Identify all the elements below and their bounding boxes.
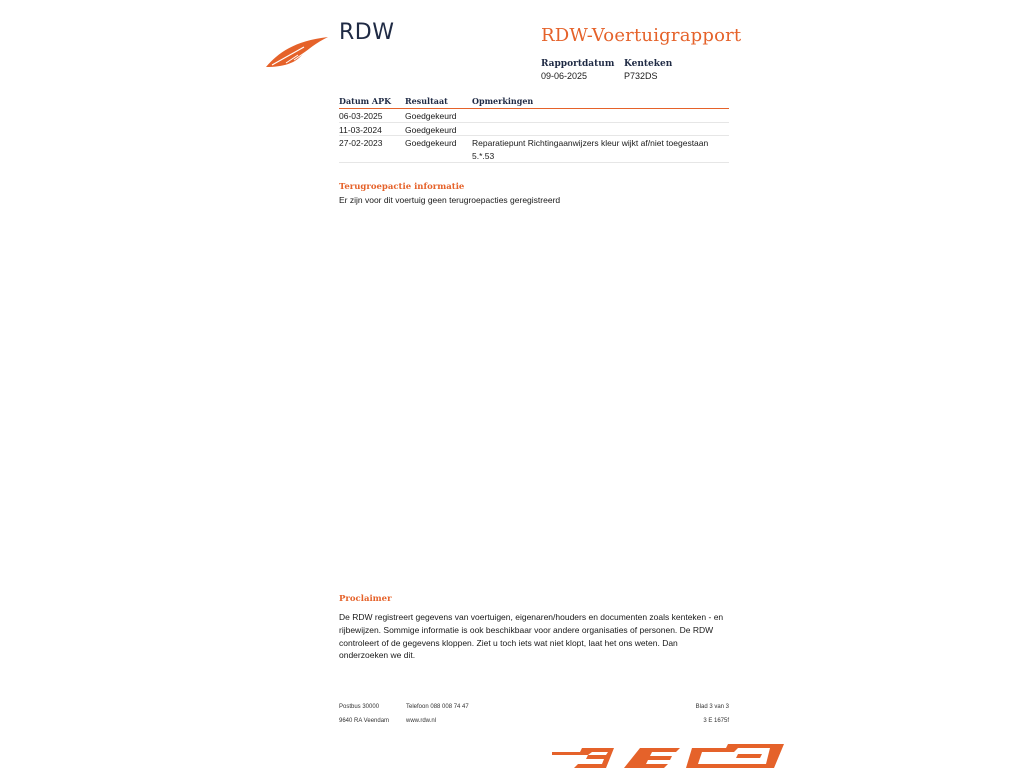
cell-date: 06-03-2025 [339, 111, 383, 121]
table-row [339, 123, 729, 137]
brand-name: RDW [339, 20, 395, 45]
report-date-label: Rapportdatum [541, 59, 615, 69]
cell-date: 27-02-2023 [339, 138, 383, 148]
recall-title: Terugroepactie informatie [339, 182, 465, 192]
table-row [339, 109, 729, 123]
cell-result: Goedgekeurd [405, 124, 457, 135]
cell-result: Goedgekeurd [405, 111, 457, 121]
plate-label: Kenteken [624, 59, 673, 69]
column-header-date: Datum APK [339, 96, 392, 106]
report-title: RDW-Voertuigrapport [541, 25, 742, 46]
plate-value: P732DS [624, 71, 658, 81]
footer-phone: Telefoon 088 008 74 47 [406, 704, 469, 710]
cell-date: 11-03-2024 [339, 124, 382, 135]
apk-table [339, 95, 729, 163]
footer-address: 9640 RA Veendam [339, 718, 390, 724]
rdw-feather-logo-icon [264, 33, 330, 69]
proclaimer-title: Proclaimer [339, 594, 392, 604]
proclaimer-text: De RDW registreert gegevens van voertuigen, eigenaren/houders en documenten zoals kenteken - en rijbewijzen. Sommige informatie is ook beschikbaar voor andere organisaties of personen. De RDW controleert of de gegevens kloppen. Ziet u toch iets wat niet klopt, laat het ons weten. Dan onderzoeken we dit. [339, 612, 724, 661]
report-date-value: 09-06-2025 [541, 71, 588, 81]
column-header-remarks: Opmerkingen [472, 96, 534, 106]
table-row [339, 136, 729, 163]
footer-web[interactable]: www.rdw.nl [406, 718, 437, 724]
table-header [339, 95, 729, 109]
column-header-result: Resultaat [405, 96, 448, 106]
decorative-stripes-icon [552, 744, 784, 768]
cell-remarks: Reparatiepunt Richtingaanwijzers kleur wijkt af/niet toegestaan 5.*.53 [472, 138, 709, 161]
cell-result: Goedgekeurd [405, 138, 457, 148]
footer-postbus: Postbus 30000 [339, 704, 380, 710]
footer-page-number: Blad 3 van 3 [695, 704, 729, 710]
footer-code: 3 E 1675f [703, 718, 729, 724]
recall-text: Er zijn voor dit voertuig geen terugroepacties geregistreerd [339, 195, 561, 205]
